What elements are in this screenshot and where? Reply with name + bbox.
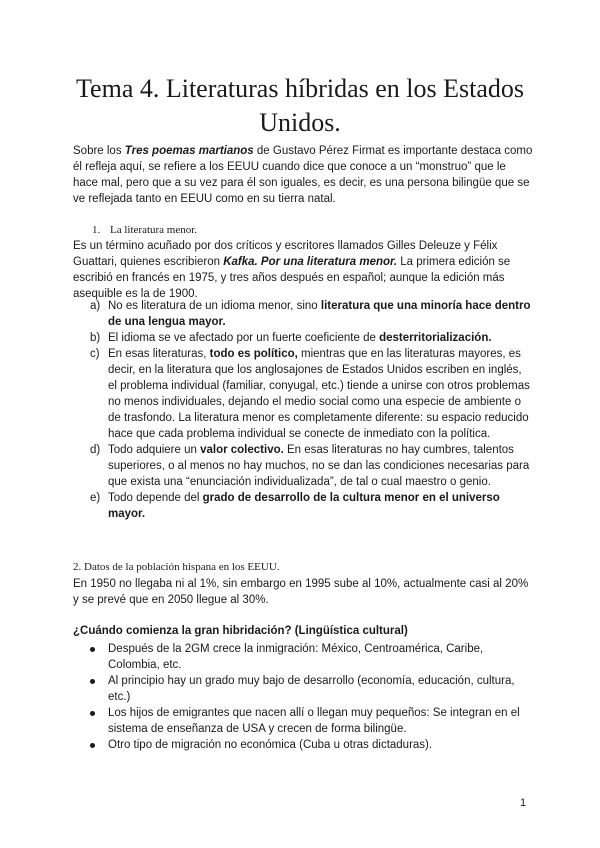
section-1-title: La literatura menor. [110,224,198,236]
list-item-text: En esas literaturas no hay cumbres, talentos superiores, o al menos no hay muchos, no se dan las condiciones necesarias para que exista una “enunciación individualizada”, de tal o cual maestro o genio. [108,444,530,488]
list-item-text: Todo adquiere un [108,444,201,456]
section-1-text-2: La primera edición se escribió en francés en 1975, y tres años después en español; aunque la edición más asequible es la de 1900. [73,256,511,300]
list-item [73,346,533,442]
list-item-text: Los hijos de emigrantes que nacen allí o llegan muy pequeños: Se integran en el sistema de enseñanza de USA y crecen de forma bilingüe. [108,707,520,735]
list-item-label: e) [90,492,101,504]
list-item-text: Al principio hay un grado muy bajo de desarrollo (economía, educación, cultura, etc.) [108,675,515,703]
section-2-paragraph: En 1950 no llegaba ni al 1%, sin embargo en 1995 sube al 10%, actualmente casi al 20% y se prevé que en 2050 llegue al 30%. [73,578,529,606]
section-1-heading [92,224,197,236]
list-item [73,490,533,522]
section-2-heading: 2. Datos de la población hispana en los EEUU. [73,561,280,573]
bullet-icon [90,711,95,716]
section-1-paragraph [73,238,533,302]
list-item-label: c) [90,348,100,360]
list-item-text: En esas literaturas, [108,348,210,360]
section-3-heading: ¿Cuándo comienza la gran hibridación? (Lingüística cultural) [73,625,408,637]
list-item [73,673,533,705]
list-item-label: a) [90,300,101,312]
intro-work-title: Tres poemas martianos [124,145,254,157]
list-item [73,705,533,737]
bullet-icon [90,647,95,652]
list-item-text: El idioma se ve afectado por un fuerte coeficiente de [108,332,380,344]
list-item-label: b) [90,332,101,344]
list-item [73,442,533,490]
list-item-bold: valor colectivo. [200,444,284,456]
list-item-text: mientras que en las literaturas mayores, es decir, en la literatura que los anglosajones de Estados Unidos escriben en inglés, el problema individual (familiar, conyugal, etc.) tiende a unirse con otros problemas no menos individuales, dejando el medio social como una especie de ambiente o de trasfondo. La literatura menor es completamente diferente: su espacio reducido hace que cada problema individual se conecte de inmediato con la política. [108,348,530,440]
list-item-bold: desterritorialización. [379,332,492,344]
intro-paragraph [73,143,533,207]
list-item-label: d) [90,444,101,456]
section-3-list [73,641,533,753]
bullet-icon [90,743,95,748]
list-item-text: Otro tipo de migración no económica (Cuba u otras dictaduras). [108,739,433,751]
list-item-bold: literatura que una minoría hace dentro de una lengua mayor. [108,300,531,328]
section-1-book-title: Kafka. Por una literatura menor. [223,256,398,268]
intro-text-1: Sobre los [73,145,125,157]
page-number: 1 [520,797,527,809]
list-item [73,330,533,346]
list-item-text: Después de la 2GM crece la inmigración: México, Centroamérica, Caribe, Colombia, etc. [108,643,484,671]
section-1-text-1: Es un término acuñado por dos críticos y escritores llamados Gilles Deleuze y Félix Guattari, quienes escribieron [73,240,498,268]
list-item [73,298,533,330]
section-1-number: 1. [92,224,101,236]
list-item-bold: grado de desarrollo de la cultura menor en el universo mayor. [108,492,500,520]
list-item-text: Todo depende del [108,492,203,504]
list-item-bold: todo es político, [209,348,298,360]
section-1-list [73,298,533,522]
list-item [73,641,533,673]
bullet-icon [90,679,95,684]
list-item-text: No es literatura de un idioma menor, sino [108,300,321,312]
intro-text-2: de Gustavo Pérez Firmat es importante destaca como él refleja aquí, se refiere a los EEUU cuando dice que conoce a un “monstruo” que le hace mal, pero que a su vez para él son iguales, es decir, es una persona bilingüe que se ve reflejada tanto en EEUU como en su tierra natal. [73,145,533,205]
list-item [73,737,533,753]
page-title: Tema 4. Literaturas híbridas en los Estados Unidos. [75,74,524,137]
